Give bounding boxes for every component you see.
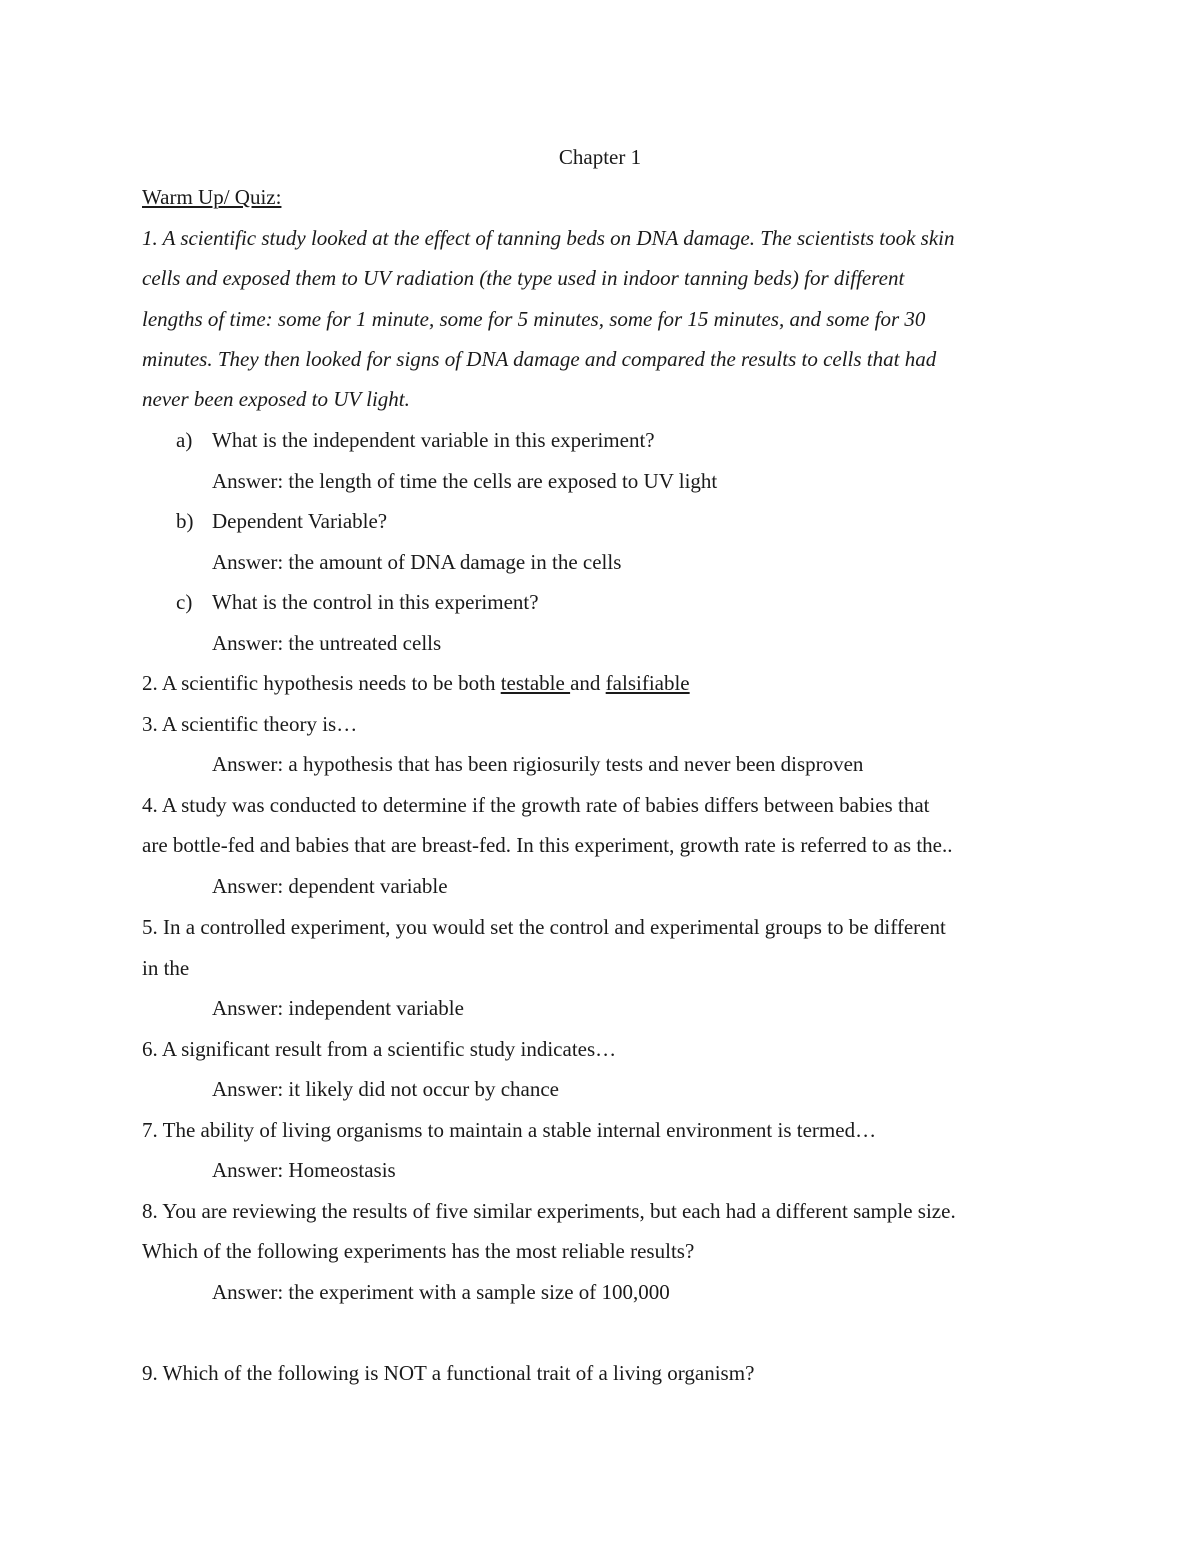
question-2-blank-1: testable xyxy=(500,671,571,695)
part-b-answer: Answer: the amount of DNA damage in the cells xyxy=(212,550,622,574)
part-c-question: What is the control in this experiment? xyxy=(212,590,539,614)
question-8-line-1: 8. You are reviewing the results of five similar experiments, but each had a different sample size. xyxy=(142,1199,956,1223)
question-8-line-2: Which of the following experiments has the most reliable results? xyxy=(142,1239,695,1263)
question-6-answer: Answer: it likely did not occur by chance xyxy=(212,1077,559,1101)
question-3: 3. A scientific theory is… xyxy=(142,712,358,736)
part-c-answer: Answer: the untreated cells xyxy=(212,631,442,655)
question-9: 9. Which of the following is NOT a functional trait of a living organism? xyxy=(142,1361,755,1385)
question-1-line-2: cells and exposed them to UV radiation (the type used in indoor tanning beds) for different xyxy=(142,266,905,290)
question-1-line-1: 1. A scientific study looked at the effect of tanning beds on DNA damage. The scientists took skin xyxy=(142,226,955,250)
question-1-line-4: minutes. They then looked for signs of DNA damage and compared the results to cells that had xyxy=(142,347,937,371)
part-b-marker: b) xyxy=(176,509,194,533)
question-2-prefix: 2. A scientific hypothesis needs to be both xyxy=(142,671,501,695)
question-8-answer: Answer: the experiment with a sample size of 100,000 xyxy=(212,1280,670,1304)
question-2 xyxy=(142,673,690,694)
part-c-marker: c) xyxy=(176,590,193,614)
section-heading: Warm Up/ Quiz: xyxy=(142,185,282,209)
question-4-line-2: are bottle-fed and babies that are breast-fed. In this experiment, growth rate is referred to as the.. xyxy=(142,833,953,857)
question-1-line-5: never been exposed to UV light. xyxy=(142,387,410,411)
question-6: 6. A significant result from a scientific study indicates… xyxy=(142,1037,617,1061)
question-2-blank-2: falsifiable xyxy=(605,671,690,695)
page-title: Chapter 1 xyxy=(558,145,642,169)
part-b-question: Dependent Variable? xyxy=(212,509,388,533)
question-4-line-1: 4. A study was conducted to determine if the growth rate of babies differs between babies that xyxy=(142,793,930,817)
part-a-answer: Answer: the length of time the cells are exposed to UV light xyxy=(212,469,718,493)
question-3-answer: Answer: a hypothesis that has been rigiosurily tests and never been disproven xyxy=(212,752,864,776)
question-4-answer: Answer: dependent variable xyxy=(212,874,448,898)
question-2-middle: and xyxy=(570,671,606,695)
question-1-line-3: lengths of time: some for 1 minute, some for 5 minutes, some for 15 minutes, and some for 30 xyxy=(142,307,926,331)
question-5-answer: Answer: independent variable xyxy=(212,996,464,1020)
question-7-answer: Answer: Homeostasis xyxy=(212,1158,396,1182)
question-5-line-1: 5. In a controlled experiment, you would set the control and experimental groups to be different xyxy=(142,915,946,939)
question-7: 7. The ability of living organisms to maintain a stable internal environment is termed… xyxy=(142,1118,877,1142)
part-a-marker: a) xyxy=(176,428,193,452)
part-a-question: What is the independent variable in this experiment? xyxy=(212,428,655,452)
question-5-line-2: in the xyxy=(142,956,190,980)
